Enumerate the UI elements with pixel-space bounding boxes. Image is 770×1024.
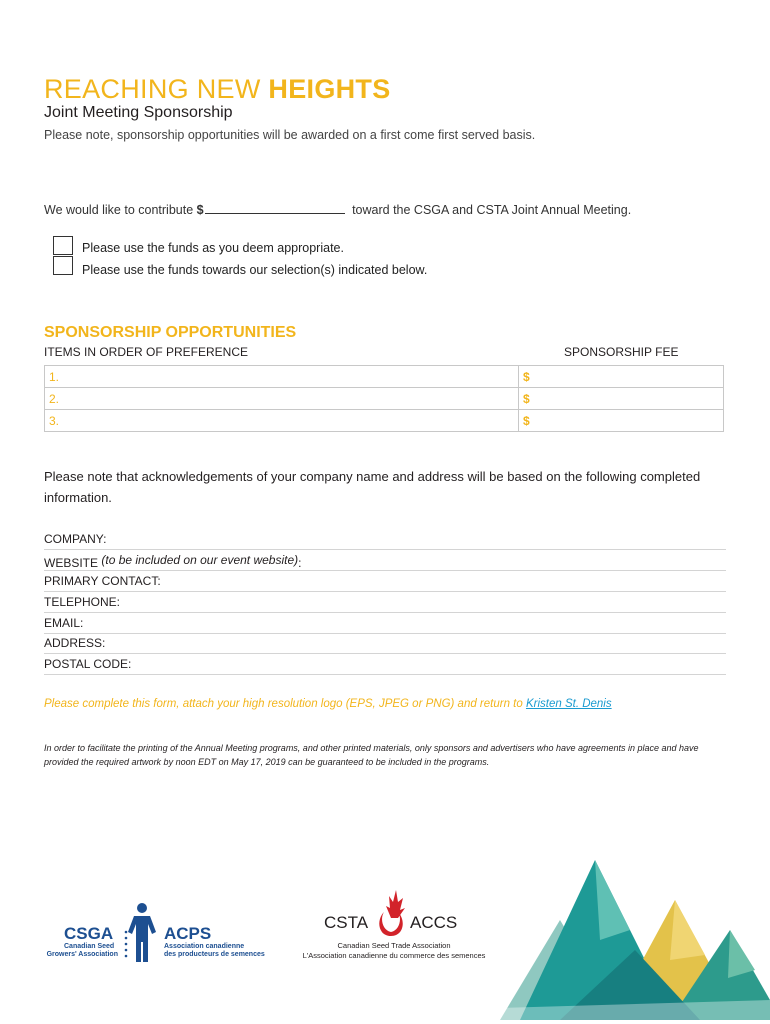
csga-acronym: CSGA [64, 924, 114, 943]
return-instructions: Please complete this form, attach your high resolution logo (EPS, JPEG or PNG) and return to Kristen St. Denis [44, 698, 612, 710]
email-label: EMAIL: [44, 616, 84, 630]
checkbox-selection-below[interactable] [53, 256, 73, 275]
table-row [45, 410, 724, 432]
csga-name-line1: Canadian Seed [64, 943, 115, 950]
sponsorship-table [44, 365, 724, 432]
page-subtitle: Joint Meeting Sponsorship [44, 104, 233, 121]
acps-name-line1: Association canadienne [164, 943, 245, 950]
preference-1-field[interactable]: 1. [45, 366, 519, 388]
primary-contact-field[interactable] [44, 571, 726, 592]
mountain-artwork [500, 860, 770, 1024]
seed-person-icon [122, 902, 162, 964]
kristen-st-denis-link[interactable]: Kristen St. Denis [525, 698, 612, 710]
sponsorship-section-title: SPONSORSHIP OPPORTUNITIES [44, 324, 297, 341]
table-row [45, 388, 724, 410]
items-column-header: ITEMS IN ORDER OF PREFERENCE [44, 345, 249, 359]
website-field[interactable]: WEBSITE (to be included on our event website): [44, 550, 726, 571]
preference-3-field[interactable]: 3. [45, 410, 519, 432]
csta-accs-logo [296, 886, 492, 966]
address-label: ADDRESS: [44, 636, 106, 650]
contribution-line [44, 201, 631, 217]
telephone-field[interactable] [44, 592, 726, 613]
csta-name-line2: L'Association canadienne du commerce des semences [302, 951, 486, 960]
fee-1-field[interactable]: $ [519, 366, 724, 388]
fee-2-field[interactable]: $ [519, 388, 724, 410]
acknowledgement-note: Please note that acknowledgements of your company name and address will be based on the following completed information. [44, 469, 701, 505]
option-deem-appropriate-label: Please use the funds as you deem appropriate. [82, 241, 344, 255]
preference-2-field[interactable]: 2. [45, 388, 519, 410]
fee-3-field[interactable]: $ [519, 410, 724, 432]
postal-code-field[interactable] [44, 654, 726, 675]
company-label: COMPANY: [44, 532, 107, 546]
email-field[interactable] [44, 613, 726, 634]
telephone-label: TELEPHONE: [44, 595, 121, 609]
option-selection-below-label: Please use the funds towards our selection(s) indicated below. [82, 263, 428, 277]
page-title: REACHING NEW HEIGHTS [44, 74, 391, 104]
website-label: WEBSITE [44, 556, 99, 570]
fee-column-header: SPONSORSHIP FEE [564, 345, 679, 359]
csta-name-line1: Canadian Seed Trade Association [337, 941, 451, 950]
csga-acps-logo [44, 902, 274, 966]
first-come-note: Please note, sponsorship opportunities will be awarded on a first come first served basis. [44, 128, 536, 142]
maple-seed-icon [372, 888, 410, 938]
currency-sign: $ [196, 203, 204, 217]
postal-code-label: POSTAL CODE: [44, 657, 132, 671]
checkbox-deem-appropriate[interactable] [53, 236, 73, 255]
contribution-prefix: We would like to contribute [44, 203, 194, 217]
contribution-amount-field[interactable] [205, 201, 345, 214]
company-field[interactable] [44, 529, 726, 550]
acps-acronym: ACPS [164, 924, 212, 943]
accs-acronym: ACCS [410, 913, 458, 932]
primary-contact-label: PRIMARY CONTACT: [44, 574, 161, 588]
address-field[interactable] [44, 633, 726, 654]
contribution-suffix: toward the CSGA and CSTA Joint Annual Meeting. [352, 203, 632, 217]
table-row [45, 366, 724, 388]
website-note: (to be included on our event website) [101, 553, 299, 567]
fine-print: In order to facilitate the printing of the Annual Meeting programs, and other printed materials, only sponsors and advertisers who have agreements in place and have provided the required artwork by noon EDT on May 17, 2019 can be guaranteed to be included in the programs. [44, 743, 699, 767]
csta-acronym: CSTA [324, 913, 369, 932]
acps-name-line2: des producteurs de semences [164, 951, 265, 958]
csga-name-line2: Growers' Association [46, 951, 118, 958]
